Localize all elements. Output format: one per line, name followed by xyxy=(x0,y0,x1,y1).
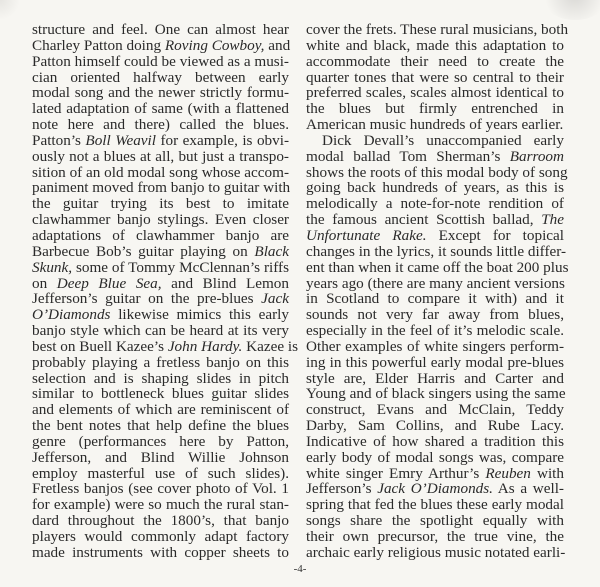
text-run: sounds not very far away from blues, xyxy=(306,306,564,324)
text-line xyxy=(306,70,564,86)
text-line xyxy=(32,481,289,497)
text-line xyxy=(306,54,564,70)
text-line xyxy=(32,466,289,482)
text-run: accommodate their need to create the xyxy=(306,52,564,70)
italic-title: Black xyxy=(254,242,289,260)
text-line xyxy=(306,149,564,165)
text-run: Kazee is xyxy=(242,337,298,355)
text-line xyxy=(306,513,564,529)
text-run: Darby, Sam Collins, and Rube Lacy. xyxy=(306,417,564,435)
text-line xyxy=(32,228,289,244)
text-line xyxy=(306,196,564,212)
text-line xyxy=(306,307,564,323)
italic-title: Jack O’Diamonds. xyxy=(377,480,493,498)
text-line xyxy=(32,355,289,371)
text-run: white singer Emry Arthur’s xyxy=(306,464,486,482)
text-run: for example, is obvi- xyxy=(155,131,289,149)
text-line xyxy=(32,513,289,529)
text-run: preferred scales, scales almost identical to xyxy=(306,84,564,102)
text-column-left xyxy=(32,21,298,561)
text-line xyxy=(306,339,564,355)
text-run: cian oriented halfway between early xyxy=(32,68,289,86)
text-line xyxy=(32,402,289,418)
italic-title: Unfortunate Rake. xyxy=(306,226,427,244)
text-line xyxy=(32,101,289,117)
text-line xyxy=(32,54,289,70)
text-run: and elements of which are reminiscent of xyxy=(32,401,289,419)
text-line xyxy=(32,260,289,276)
text-line xyxy=(32,337,298,355)
text-line xyxy=(306,371,564,387)
text-line xyxy=(32,244,289,260)
text-run: structure and feel. One can almost hear xyxy=(32,21,289,38)
text-line xyxy=(306,386,564,402)
text-run: best on Buell Kazee’s xyxy=(32,337,168,355)
text-line xyxy=(32,307,289,323)
text-line xyxy=(32,70,289,86)
text-run: going back hundreds of years, as this is xyxy=(306,179,564,197)
text-line xyxy=(306,133,564,149)
text-run: spring that fed the blues these early modal xyxy=(306,496,564,514)
text-line xyxy=(32,38,289,54)
italic-title: Roving Cowboy, xyxy=(164,36,265,54)
text-run: on xyxy=(32,274,57,292)
text-run: Jefferson, and Blind Willie Johnson xyxy=(32,448,289,466)
italic-title: Deep Blue Sea, xyxy=(56,274,162,292)
text-run: modal song and the newer strictly formu- xyxy=(32,84,289,102)
text-run: made instruments with copper sheets to xyxy=(32,543,289,561)
text-run: early body of modal songs was, compare xyxy=(306,448,564,466)
text-run: changes in the lyrics, it sounds little differ- xyxy=(306,242,567,260)
text-run: Charley Patton doing xyxy=(32,36,165,54)
text-run: selection and is shaping slides in pitch xyxy=(32,369,289,387)
text-line xyxy=(306,434,564,450)
text-run: paniment moved from banjo to guitar with xyxy=(32,179,291,197)
text-line xyxy=(306,497,564,513)
text-line xyxy=(306,258,569,276)
text-line xyxy=(32,117,289,133)
text-run: Patton’s xyxy=(32,131,86,149)
italic-title: Reuben xyxy=(485,464,531,482)
text-line xyxy=(306,276,564,292)
text-line xyxy=(32,133,289,149)
text-run: cover the frets. These rural musicians, both xyxy=(306,21,569,38)
text-run: the guitar trying its best to imitate xyxy=(32,195,289,213)
text-line xyxy=(32,180,289,196)
text-run: the bent notes that help define the blues xyxy=(32,417,289,435)
text-run: ent than when it came off the boat 200 plus xyxy=(306,258,569,276)
text-run: Jefferson’s guitar on the pre-blues xyxy=(32,290,262,308)
text-run: probably playing a fretless banjo on this xyxy=(32,353,289,371)
text-line xyxy=(32,291,289,307)
text-line xyxy=(306,529,564,545)
text-line xyxy=(306,450,564,466)
text-line xyxy=(306,402,564,418)
text-line xyxy=(32,434,289,450)
text-run: and xyxy=(264,36,291,54)
text-line xyxy=(306,242,567,260)
text-run: in Scotland to compare it with) and it xyxy=(306,290,564,308)
italic-title: Boll Weavil xyxy=(85,131,156,149)
text-line xyxy=(306,21,569,38)
text-run: the blues but firmly entrenched in xyxy=(306,100,564,118)
text-run: likewise mimics this early xyxy=(110,306,289,324)
text-line xyxy=(306,355,564,371)
text-line xyxy=(306,323,564,339)
text-line xyxy=(32,165,289,181)
text-line xyxy=(306,228,564,244)
text-line xyxy=(306,180,564,196)
text-run: players would commonly adapt factory xyxy=(32,528,289,545)
text-line xyxy=(32,212,289,228)
text-run: songs share the spotlight equally with xyxy=(306,512,564,530)
text-line xyxy=(306,418,564,434)
page-corner-shadow xyxy=(540,0,600,20)
text-run: American music hundreds of years earlier. xyxy=(306,116,564,134)
text-line xyxy=(306,291,564,307)
text-run: modal ballad Tom Sherman’s xyxy=(306,147,510,165)
text-run: Indicative of how shared a tradition this xyxy=(306,432,564,450)
text-line xyxy=(32,85,289,101)
text-run: lated adaptation of same (with a flattened xyxy=(32,100,289,118)
text-run: especially in the feel of it’s melodic scale. xyxy=(306,322,564,340)
text-line xyxy=(32,149,289,165)
italic-title: O’Diamonds xyxy=(32,306,111,324)
text-line xyxy=(32,497,289,513)
text-line xyxy=(306,38,564,54)
text-run: years ago (there are many ancient versions xyxy=(306,274,565,292)
text-run: Jefferson’s xyxy=(306,480,378,498)
text-line xyxy=(32,196,289,212)
text-line xyxy=(32,545,289,561)
italic-title: Skunk, xyxy=(32,258,73,276)
italic-title: John Hardy. xyxy=(167,337,243,355)
text-line xyxy=(32,22,289,38)
text-run: white and black, made this adaptation to xyxy=(306,36,564,54)
text-run: style are, Elder Harris and Carter and xyxy=(306,369,564,387)
text-line xyxy=(306,85,564,101)
italic-title: Jack xyxy=(261,290,289,308)
text-run: genre (performances here by Patton, xyxy=(32,432,289,450)
text-run: Young and of black singers using the same xyxy=(306,385,566,403)
italic-title: Barroom xyxy=(509,147,564,165)
text-line xyxy=(32,418,289,434)
text-line xyxy=(32,529,289,545)
text-line xyxy=(306,212,564,228)
text-run: Other examples of white singers perform- xyxy=(306,337,564,355)
text-run: quarter tones that were so central to their xyxy=(306,68,564,86)
text-run: their own precursor, the true vine, the xyxy=(306,528,564,545)
text-run: the famous ancient Scottish ballad, xyxy=(306,211,542,229)
text-run: and Blind Lemon xyxy=(161,274,289,292)
text-run: melodically a note-for-note rendition of xyxy=(306,195,564,213)
text-line xyxy=(306,481,564,497)
text-run: clawhammer banjo stylings. Even closer xyxy=(32,211,289,229)
page-number: -4- xyxy=(293,563,307,575)
text-run: archaic early religious music notated earli- xyxy=(306,543,566,561)
text-line xyxy=(306,545,564,561)
text-run: sition of an old modal song whose accom- xyxy=(32,163,289,181)
text-run: Except for topical xyxy=(426,226,564,244)
text-line xyxy=(306,163,568,181)
text-line xyxy=(32,450,289,466)
text-line xyxy=(306,466,564,482)
text-column-right xyxy=(306,21,569,561)
italic-title: The xyxy=(541,211,564,229)
text-line xyxy=(306,101,564,117)
text-run: Fretless banjos (see cover photo of Vol. 1 xyxy=(32,480,289,498)
text-line xyxy=(32,276,289,292)
text-line xyxy=(32,386,289,402)
text-run: note here and there) called the blues. xyxy=(32,116,289,134)
text-line xyxy=(306,117,564,133)
text-run: employ masterful use of such slides). xyxy=(32,464,289,482)
text-run: As a well- xyxy=(492,480,564,498)
text-run: banjo style which can be heard at its very xyxy=(32,322,289,340)
text-run: Dick Devall’s unaccompanied early xyxy=(322,131,564,149)
text-run: some of Tommy McClennan’s riffs xyxy=(72,258,289,276)
text-run: construct, Evans and McClain, Teddy xyxy=(306,401,564,419)
text-run: similar to bottleneck blues guitar slides xyxy=(32,385,289,403)
text-run: Patton himself could be viewed as a musi- xyxy=(32,52,289,70)
text-run: adaptations of clawhammer banjo are xyxy=(32,226,289,244)
text-run: for example) were so much the rural stan- xyxy=(32,496,289,514)
text-run: ously not a blues at all, but just a transpo- xyxy=(32,147,289,165)
page-corner-shadow xyxy=(0,0,20,20)
text-run: ing in this powerful early modal pre-blues xyxy=(306,353,564,371)
text-run: Barbecue Bob’s guitar playing on xyxy=(32,242,255,260)
text-line xyxy=(32,323,289,339)
text-run: shows the roots of this modal body of song xyxy=(306,163,568,181)
text-line xyxy=(32,371,289,387)
text-run: dard throughout the 1800’s, that banjo xyxy=(32,512,289,530)
text-run: with xyxy=(530,464,564,482)
